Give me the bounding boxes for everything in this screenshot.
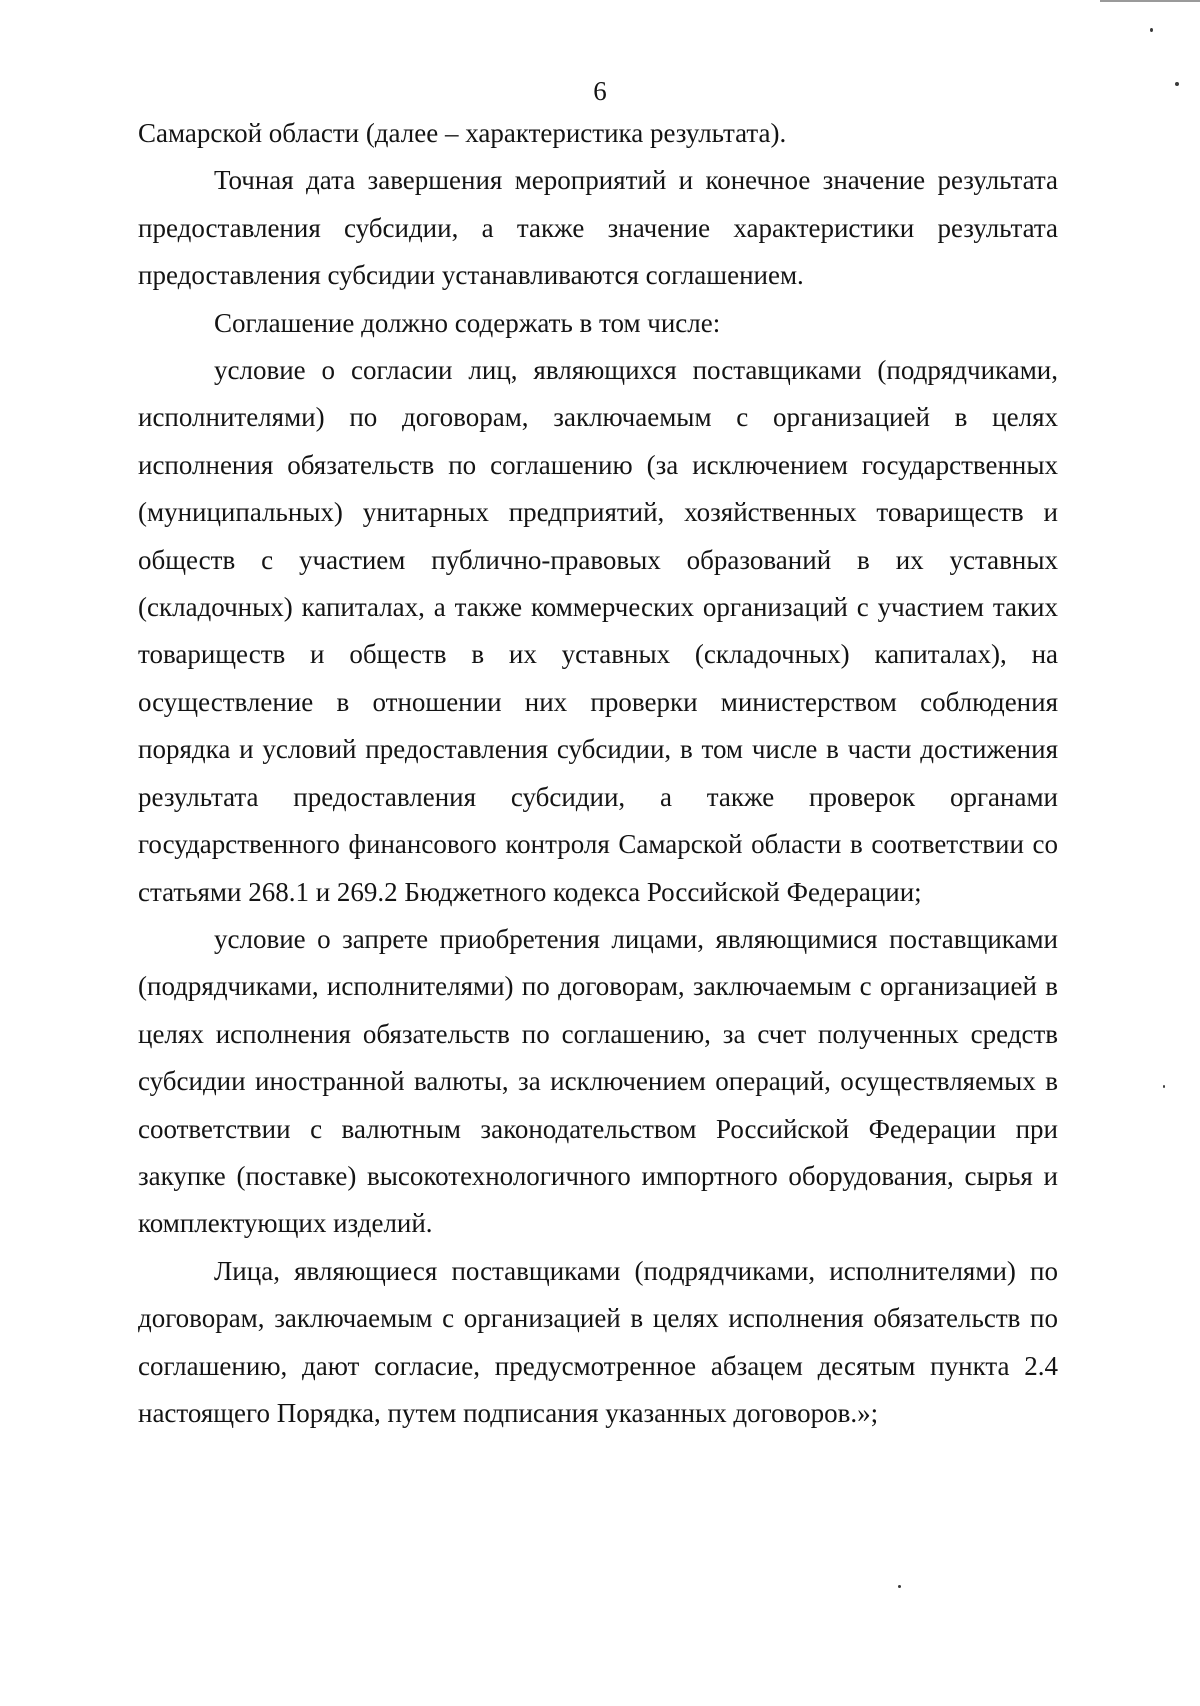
scan-speck — [1150, 28, 1153, 32]
document-body — [138, 110, 1058, 1437]
scan-speck — [1163, 1085, 1165, 1088]
paragraph-agreement-intro: Соглашение должно содержать в том числе: — [214, 307, 721, 338]
scan-edge-line — [1100, 0, 1200, 2]
paragraph-consent-condition: условие о согласии лиц, являющихся поставщиками (подрядчиками, исполнителями) по договорам, заключаемым с организацией в целях исполнения обязательств по соглашению (за исключением государственных (муниципальных) унитарных предприятий, хозяйственных товариществ и обществ с участием публично-правовых образований в их уставных (складочных) капиталах, а также коммерческих организаций с участием таких товариществ и обществ в их уставных (складочных) капиталах), на осуществление в отношении них проверки министерством соблюдения порядка и условий предоставления субсидии, в том числе в части достижения результата предоставления субсидии, а также проверок органами государственного финансового контроля Самарской области в соответствии со статьями 268.1 и 269.2 Бюджетного кодекса Российской Федерации; — [138, 355, 1058, 907]
paragraph-result-date: Точная дата завершения мероприятий и конечное значение результата предоставления субсидии, а также значение характеристики результата предоставления субсидии устанавливаются соглашением. — [138, 165, 1058, 291]
paragraph-supplier-consent: Лица, являющиеся поставщиками (подрядчиками, исполнителями) по договорам, заключаемым с организацией в целях исполнения обязательств по соглашению, дают согласие, предусмотренное абзацем десятым пункта 2.4 настоящего Порядка, путем подписания указанных договоров.»; — [138, 1255, 1058, 1428]
paragraph-continuation: Самарской области (далее – характеристика результата). — [138, 118, 787, 148]
paragraph-currency-prohibition: условие о запрете приобретения лицами, являющимися поставщиками (подрядчиками, исполнителями) по договорам, заключаемым с организацией в целях исполнения обязательств по соглашению, за счет полученных средств субсидии иностранной валюты, за исключением операций, осуществляемых в соответствии с валютным законодательством Российской Федерации при закупке (поставке) высокотехнологичного импортного оборудования, сырья и комплектующих изделий. — [138, 923, 1058, 1239]
page-number: 6 — [593, 76, 607, 106]
scan-speck — [898, 1585, 901, 1588]
